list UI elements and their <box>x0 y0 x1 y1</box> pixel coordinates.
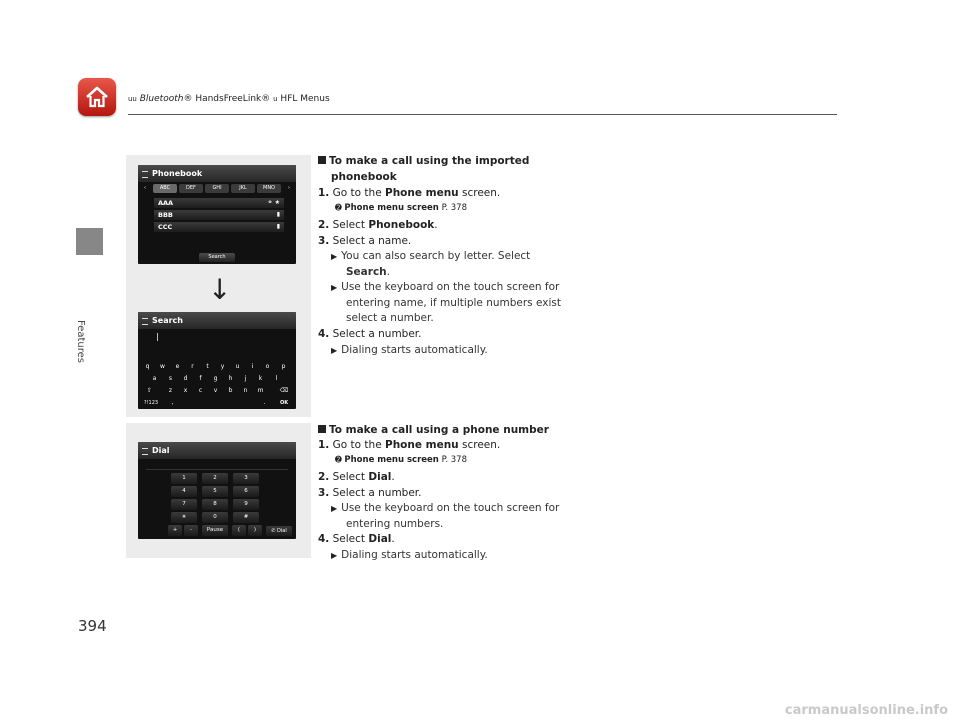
favorite-star-icon: ⚭ ★ <box>267 199 280 206</box>
section2-heading: To make a call using a phone number <box>318 423 549 437</box>
shift-icon[interactable]: ⇧ <box>146 387 153 394</box>
comma-key[interactable]: , <box>171 399 174 406</box>
section-marker-icon <box>318 425 326 433</box>
dial-key[interactable]: 4 <box>171 486 197 497</box>
sidebar-tab-marker <box>76 228 103 255</box>
search-header: Search <box>138 312 296 329</box>
reference-arrow-icon: ➋ <box>335 455 342 464</box>
step: 2. Select Phonebook. <box>318 219 438 231</box>
key[interactable]: j <box>244 375 247 382</box>
breadcrumb-item-bluetooth[interactable]: Bluetooth <box>139 94 184 104</box>
key[interactable]: y <box>220 363 225 370</box>
tab-def[interactable]: DEF <box>179 184 203 193</box>
step: 3. Select a name. <box>318 235 412 247</box>
list-icon <box>142 448 148 455</box>
dial-key-paren-open[interactable]: ( <box>232 525 246 536</box>
dial-key[interactable]: ∗ <box>171 512 197 523</box>
text-cursor <box>157 333 158 341</box>
dial-key-plus[interactable]: + <box>168 525 182 536</box>
home-icon <box>83 83 111 111</box>
dial-key[interactable]: # <box>233 512 259 523</box>
key[interactable]: e <box>175 363 180 370</box>
key[interactable]: f <box>199 375 202 382</box>
dial-button[interactable]: ✆ Dial <box>266 526 292 536</box>
result-note: ▶ Use the keyboard on the touch screen for <box>331 502 560 514</box>
section1-heading: To make a call using the imported <box>318 154 529 168</box>
result-arrow-icon: ▶ <box>331 346 338 355</box>
result-note-cont: entering numbers. <box>346 518 444 530</box>
result-note: ▶ Dialing starts automatically. <box>331 344 488 356</box>
key[interactable]: b <box>228 387 233 394</box>
result-arrow-icon: ▶ <box>331 504 338 513</box>
phonebook-entry[interactable]: CCC ▮ <box>154 222 284 232</box>
letter-tabs <box>138 184 296 194</box>
key[interactable]: n <box>243 387 248 394</box>
dial-key[interactable]: 5 <box>202 486 228 497</box>
dial-key[interactable]: 9 <box>233 499 259 510</box>
key[interactable]: w <box>160 363 165 370</box>
key[interactable]: c <box>198 387 203 394</box>
reference-arrow-icon: ➋ <box>335 203 342 212</box>
tab-ghi[interactable]: GHI <box>205 184 229 193</box>
tab-jkl[interactable]: JKL <box>231 184 255 193</box>
step: 1. Go to the Phone menu screen. <box>318 187 501 199</box>
key[interactable]: k <box>258 375 263 382</box>
call-icon: ✆ <box>271 528 276 534</box>
down-arrow-icon: ↓ <box>208 273 232 306</box>
key[interactable]: u <box>235 363 240 370</box>
key[interactable]: l <box>275 375 278 382</box>
watermark: carmanualsonline.info <box>784 703 948 718</box>
dial-key[interactable]: 1 <box>171 473 197 484</box>
section-marker-icon <box>318 156 326 164</box>
phonebook-icon <box>142 171 148 178</box>
sidebar-label: Features <box>75 320 86 363</box>
backspace-icon[interactable]: ⌫ <box>279 387 289 394</box>
period-key[interactable]: . <box>263 399 266 406</box>
dial-header: Dial <box>138 442 296 459</box>
key[interactable]: z <box>168 387 173 394</box>
list-icon <box>142 318 148 325</box>
key[interactable]: i <box>251 363 254 370</box>
result-arrow-icon: ▶ <box>331 252 338 261</box>
next-arrow-icon[interactable]: › <box>288 185 290 191</box>
key[interactable]: a <box>152 375 157 382</box>
step: 3. Select a number. <box>318 487 422 499</box>
phonebook-entry[interactable]: BBB ▮ <box>154 210 284 220</box>
phonebook-header: Phonebook <box>138 165 296 182</box>
key[interactable]: r <box>191 363 194 370</box>
header-divider <box>128 114 837 115</box>
key[interactable]: m <box>257 387 264 394</box>
breadcrumb: uu Bluetooth® HandsFreeLink® u HFL Menus <box>128 94 330 104</box>
key[interactable]: t <box>206 363 209 370</box>
key[interactable]: p <box>281 363 286 370</box>
step: 4. Select a number. <box>318 328 422 340</box>
dial-key[interactable]: 0 <box>202 512 228 523</box>
result-note: ▶ You can also search by letter. Select <box>331 250 531 262</box>
mobile-phone-icon: ▮ <box>276 211 280 218</box>
dial-key-minus[interactable]: - <box>184 525 198 536</box>
dial-key[interactable]: 2 <box>202 473 228 484</box>
result-note: ▶ Use the keyboard on the touch screen for <box>331 281 560 293</box>
phonebook-screen <box>138 165 296 264</box>
step: 4. Select Dial. <box>318 533 395 545</box>
dial-display <box>146 463 288 470</box>
cross-reference-link[interactable]: ➋ Phone menu screen P. 378 <box>335 455 467 465</box>
tab-mno[interactable]: MNO <box>257 184 281 193</box>
step: 1. Go to the Phone menu screen. <box>318 439 501 451</box>
cross-reference-link[interactable]: ➋ Phone menu screen P. 378 <box>335 203 467 213</box>
key[interactable]: g <box>213 375 218 382</box>
dial-key[interactable]: 6 <box>233 486 259 497</box>
step: 2. Select Dial. <box>318 471 395 483</box>
dial-key-paren-close[interactable]: ) <box>248 525 262 536</box>
result-arrow-icon: ▶ <box>331 283 338 292</box>
dial-screen <box>138 442 296 539</box>
mobile-phone-icon: ▮ <box>276 223 280 230</box>
dial-key[interactable]: 8 <box>202 499 228 510</box>
key[interactable]: o <box>265 363 270 370</box>
key[interactable]: v <box>213 387 218 394</box>
prev-arrow-icon[interactable]: ‹ <box>144 185 146 191</box>
home-button[interactable] <box>78 78 116 116</box>
dial-key[interactable]: 7 <box>171 499 197 510</box>
result-note-cont: select a number. <box>346 312 434 324</box>
result-note: ▶ Dialing starts automatically. <box>331 549 488 561</box>
key[interactable]: x <box>183 387 188 394</box>
result-note-cont: Search. <box>346 266 390 278</box>
key[interactable]: q <box>145 363 150 370</box>
page-number: 394 <box>78 617 107 635</box>
key[interactable]: s <box>168 375 173 382</box>
dial-key[interactable]: 3 <box>233 473 259 484</box>
search-button[interactable]: Search <box>199 253 235 262</box>
search-screen <box>138 312 296 409</box>
pause-button[interactable]: Pause <box>202 525 228 536</box>
breadcrumb-item-hfl-menus[interactable]: HFL Menus <box>280 94 330 104</box>
section1-heading-cont: phonebook <box>331 171 397 183</box>
mode-key[interactable]: ?!123 <box>143 400 159 406</box>
tab-abc[interactable]: ABC <box>153 184 177 193</box>
key[interactable]: h <box>228 375 233 382</box>
key[interactable]: d <box>183 375 188 382</box>
result-note-cont: entering name, if multiple numbers exist <box>346 297 561 309</box>
result-arrow-icon: ▶ <box>331 551 338 560</box>
ok-button[interactable]: OK <box>279 400 289 406</box>
phonebook-entry[interactable]: AAA ⚭ ★ <box>154 198 284 208</box>
